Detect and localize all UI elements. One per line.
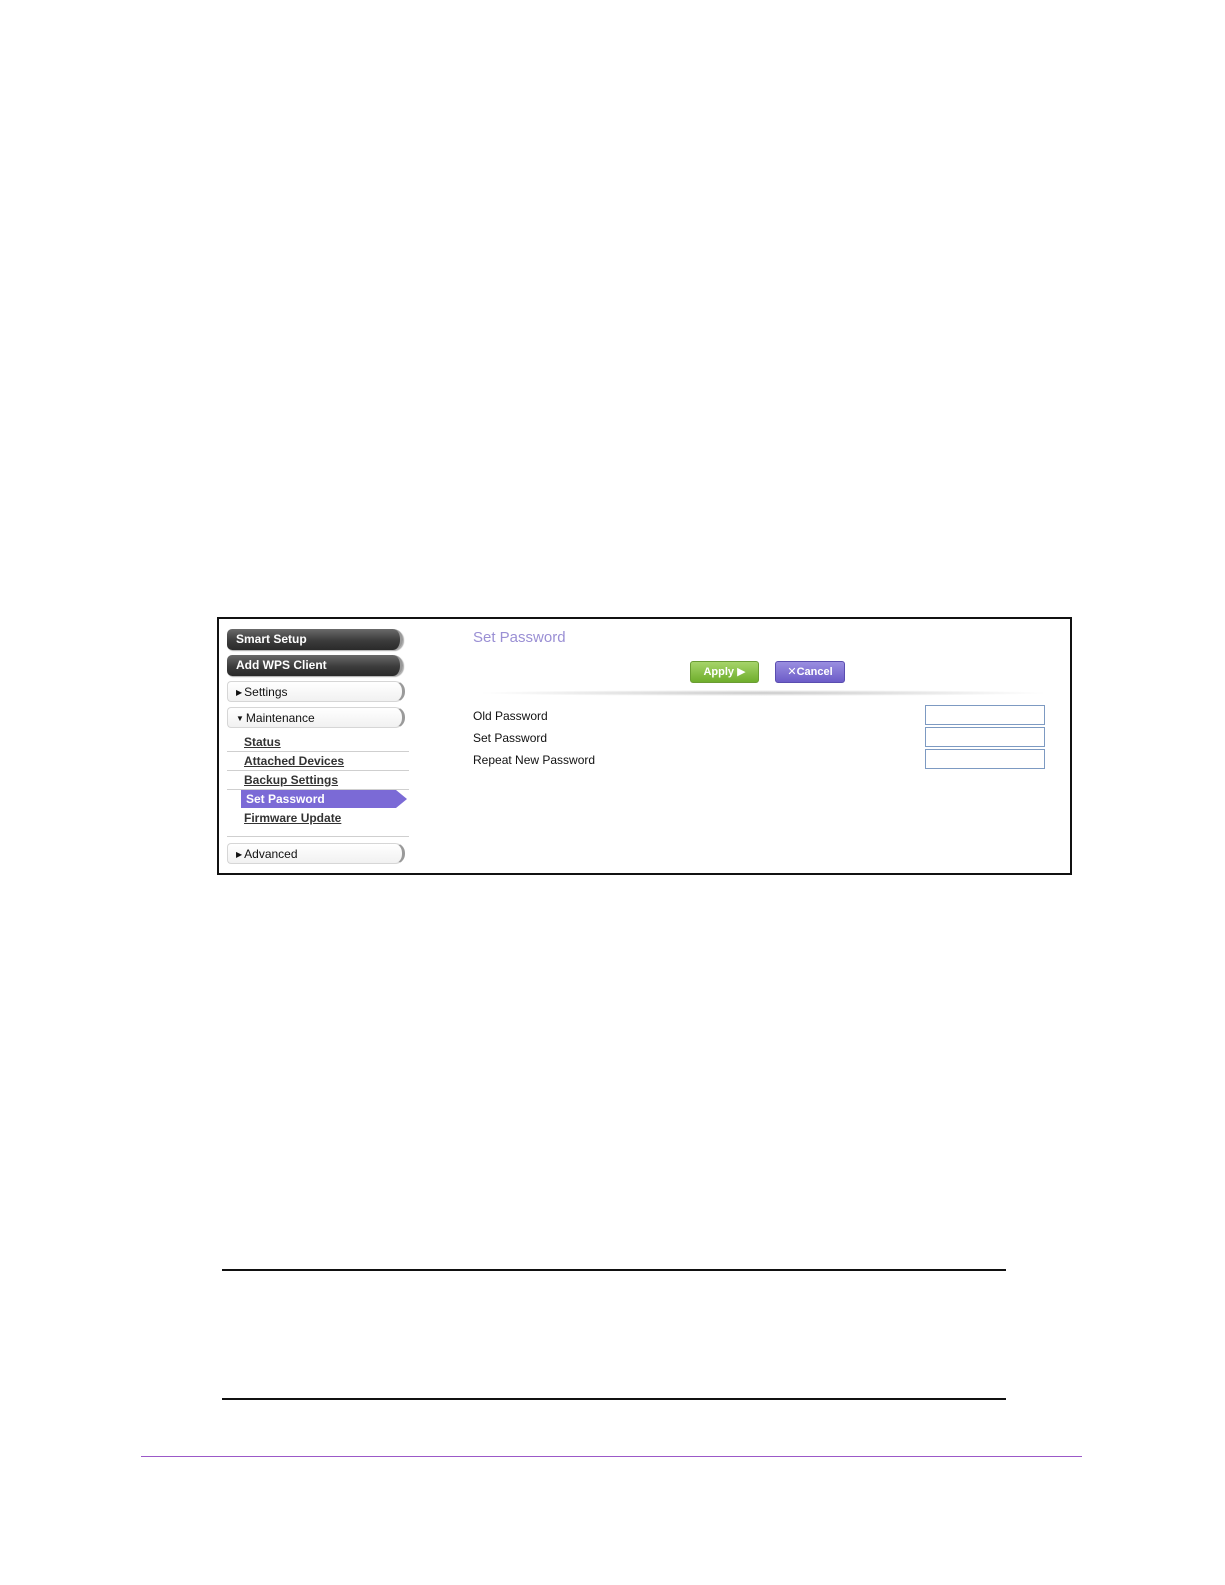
close-icon: ✕ [787,666,797,678]
settings-menu[interactable] [227,681,405,702]
advanced-label: Advanced [244,847,298,861]
sidebar-item-attached-devices[interactable] [227,752,409,771]
sidebar-item-label: Attached Devices [244,754,345,768]
sidebar-item-set-password[interactable] [227,790,409,809]
sidebar-item-label: Backup Settings [244,773,339,787]
repeat-password-label: Repeat New Password [473,753,596,767]
set-password-field[interactable] [925,727,1045,747]
settings-label: Settings [244,685,288,699]
sidebar-item-backup-settings[interactable] [227,771,409,790]
sidebar-item-label: Status [244,735,281,749]
collapsed-triangle-icon: ▶ [236,688,243,697]
maintenance-menu[interactable] [227,707,405,728]
collapsed-triangle-icon: ▶ [236,850,243,859]
section-divider [483,690,1043,696]
expanded-triangle-icon: ▼ [236,714,244,723]
advanced-menu[interactable] [227,843,405,864]
footer-rule [141,1456,1082,1457]
old-password-label: Old Password [473,709,548,723]
maintenance-label: Maintenance [245,711,315,725]
sidebar-item-label: Firmware Update [244,811,342,825]
smart-setup-button[interactable]: Smart Setup [227,629,403,650]
sidebar-item-label: Set Password [246,792,325,806]
old-password-field[interactable] [925,705,1045,725]
repeat-password-field[interactable] [925,749,1045,769]
sidebar-item-firmware-update[interactable] [227,809,409,837]
apply-button[interactable]: Apply ▶ [690,661,759,683]
set-password-label: Set Password [473,731,548,745]
router-ui-screenshot [217,617,1072,875]
add-wps-client-button[interactable]: Add WPS Client [227,655,403,676]
page-title: Set Password [473,629,566,646]
table-bottom-rule [222,1398,1006,1400]
table-top-rule [222,1269,1006,1271]
cancel-button[interactable] [775,661,845,683]
main-content [473,619,1063,873]
cancel-label: Cancel [796,666,833,678]
sidebar-item-status[interactable] [227,733,409,752]
